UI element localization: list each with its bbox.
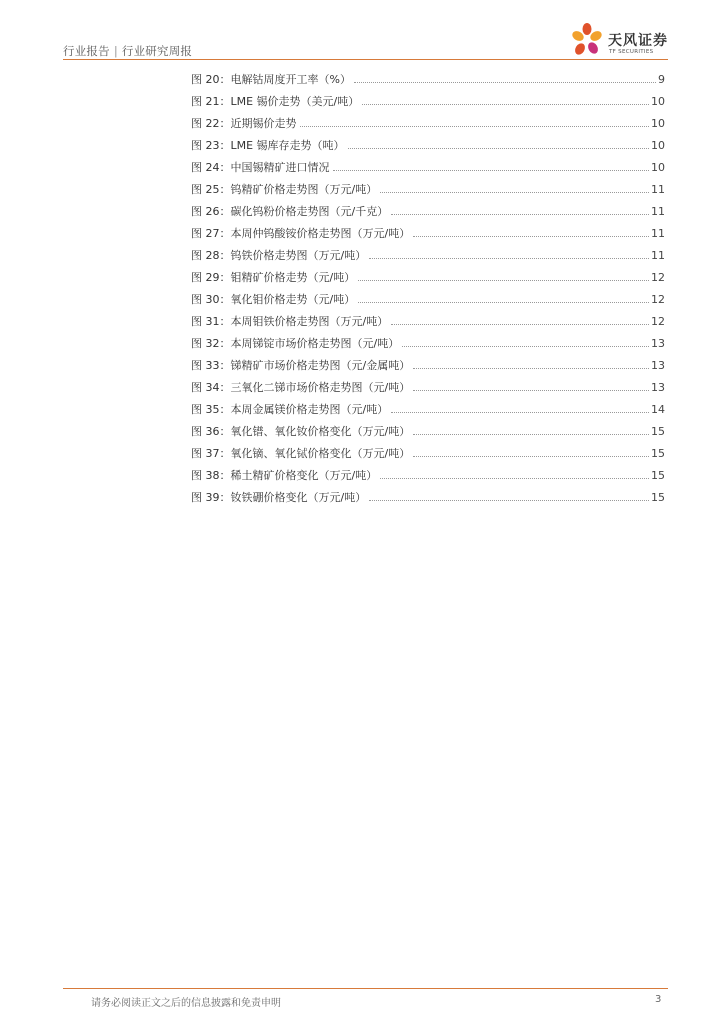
figure-entry-label[interactable]: 图 26：碳化钨粉价格走势图（元/千克）: [191, 205, 389, 218]
figure-index-entry[interactable]: [191, 266, 665, 288]
logo-petal: [573, 42, 587, 57]
dot-leader: [380, 478, 649, 479]
figure-entry-label[interactable]: 图 32：本周锑锭市场价格走势图（元/吨）: [191, 337, 400, 350]
logo-petal: [586, 41, 600, 56]
report-subtype: 行业研究周报: [121, 44, 193, 58]
figure-index-entry[interactable]: [191, 442, 665, 464]
figure-entry-page-number[interactable]: 15: [651, 490, 665, 504]
figure-index-entry[interactable]: [191, 420, 665, 442]
dot-leader: [369, 258, 649, 259]
figure-index-entry[interactable]: [191, 376, 665, 398]
figure-entry-page-number[interactable]: 15: [651, 424, 665, 438]
dot-leader: [413, 390, 649, 391]
figure-entry-label[interactable]: 图 20：电解钴周度开工率（%）: [191, 73, 351, 86]
figure-entry-label[interactable]: 图 36：氧化镨、氧化钕价格变化（万元/吨）: [191, 425, 411, 438]
brand-subtitle: TF SECURITIES: [609, 49, 654, 55]
brand-name: 天风证券: [608, 33, 668, 49]
figure-entry-label[interactable]: 图 35：本周金属镁价格走势图（元/吨）: [191, 403, 389, 416]
figure-entry-page-number[interactable]: 11: [651, 182, 665, 196]
header-divider: [63, 59, 668, 60]
dot-leader: [413, 434, 649, 435]
flower-logo-icon: [569, 22, 605, 58]
figure-entry-label[interactable]: 图 27：本周仲钨酸铵价格走势图（万元/吨）: [191, 227, 411, 240]
dot-leader: [300, 126, 650, 127]
figure-entry-page-number[interactable]: 15: [651, 446, 665, 460]
figure-entry-label[interactable]: 图 28：钨铁价格走势图（万元/吨）: [191, 249, 367, 262]
figure-entry-page-number[interactable]: 10: [651, 160, 665, 174]
figure-entry-page-number[interactable]: 13: [651, 336, 665, 350]
dot-leader: [391, 412, 649, 413]
figure-entry-page-number[interactable]: 15: [651, 468, 665, 482]
figure-entry-label[interactable]: 图 37：氧化镝、氧化铽价格变化（万元/吨）: [191, 447, 411, 460]
figure-index-entry[interactable]: [191, 288, 665, 310]
dot-leader: [380, 192, 649, 193]
figure-entry-page-number[interactable]: 13: [651, 358, 665, 372]
figure-entry-label[interactable]: 图 38：稀土精矿价格变化（万元/吨）: [191, 469, 378, 482]
figure-entry-label[interactable]: 图 33：锑精矿市场价格走势图（元/金属吨）: [191, 359, 411, 372]
figure-entry-label[interactable]: 图 30：氧化钼价格走势（元/吨）: [191, 293, 356, 306]
figure-entry-label[interactable]: 图 24：中国锡精矿进口情况: [191, 161, 330, 174]
dot-leader: [413, 368, 649, 369]
figure-entry-label[interactable]: 图 29：钼精矿价格走势（元/吨）: [191, 271, 356, 284]
figure-index-entry[interactable]: [191, 244, 665, 266]
brand-logo: [569, 22, 669, 60]
dot-leader: [348, 148, 649, 149]
report-type: 行业报告: [63, 44, 110, 58]
figure-index-entry[interactable]: [191, 486, 665, 508]
figure-entry-page-number[interactable]: 12: [651, 292, 665, 306]
figure-index-entry[interactable]: [191, 68, 665, 90]
figure-index-entry[interactable]: [191, 200, 665, 222]
figure-entry-page-number[interactable]: 11: [651, 204, 665, 218]
figure-index-entry[interactable]: [191, 332, 665, 354]
dot-leader: [413, 236, 649, 237]
figure-index-entry[interactable]: [191, 134, 665, 156]
figure-entry-label[interactable]: 图 34：三氧化二锑市场价格走势图（元/吨）: [191, 381, 411, 394]
dot-leader: [333, 170, 650, 171]
figure-entry-page-number[interactable]: 10: [651, 116, 665, 130]
dot-leader: [391, 214, 649, 215]
dot-leader: [402, 346, 649, 347]
header-separator: |: [113, 44, 118, 58]
figure-index-entry[interactable]: [191, 112, 665, 134]
figure-entry-page-number[interactable]: 10: [651, 94, 665, 108]
footer-disclaimer: 请务必阅读正文之后的信息披露和免责申明: [91, 998, 281, 1009]
figure-index-entry[interactable]: [191, 464, 665, 486]
figure-entry-page-number[interactable]: 12: [651, 314, 665, 328]
dot-leader: [362, 104, 649, 105]
figure-entry-label[interactable]: 图 31：本周钼铁价格走势图（万元/吨）: [191, 315, 389, 328]
figure-index-entry[interactable]: [191, 310, 665, 332]
dot-leader: [358, 302, 649, 303]
footer-divider: [63, 988, 668, 989]
figure-index-entry[interactable]: [191, 156, 665, 178]
figure-entry-page-number[interactable]: 9: [658, 72, 665, 86]
dot-leader: [354, 82, 656, 83]
figure-index-list: [191, 68, 665, 508]
figure-index-entry[interactable]: [191, 354, 665, 376]
figure-entry-page-number[interactable]: 14: [651, 402, 665, 416]
page-number: 3: [655, 994, 662, 1005]
figure-index-entry[interactable]: [191, 178, 665, 200]
figure-index-entry[interactable]: [191, 398, 665, 420]
dot-leader: [413, 456, 649, 457]
report-category: [63, 43, 192, 59]
figure-entry-page-number[interactable]: 11: [651, 226, 665, 240]
figure-entry-page-number[interactable]: 10: [651, 138, 665, 152]
figure-entry-label[interactable]: 图 21：LME 锡价走势（美元/吨）: [191, 95, 360, 108]
figure-entry-page-number[interactable]: 13: [651, 380, 665, 394]
figure-entry-label[interactable]: 图 22：近期锡价走势: [191, 117, 297, 130]
figure-entry-label[interactable]: 图 25：钨精矿价格走势图（万元/吨）: [191, 183, 378, 196]
figure-entry-page-number[interactable]: 11: [651, 248, 665, 262]
figure-entry-label[interactable]: 图 39：钕铁硼价格变化（万元/吨）: [191, 491, 367, 504]
dot-leader: [391, 324, 649, 325]
dot-leader: [369, 500, 649, 501]
dot-leader: [358, 280, 649, 281]
figure-index-entry[interactable]: [191, 90, 665, 112]
figure-entry-page-number[interactable]: 12: [651, 270, 665, 284]
logo-petal: [583, 23, 592, 35]
figure-entry-label[interactable]: 图 23：LME 锡库存走势（吨）: [191, 139, 345, 152]
figure-index-entry[interactable]: [191, 222, 665, 244]
